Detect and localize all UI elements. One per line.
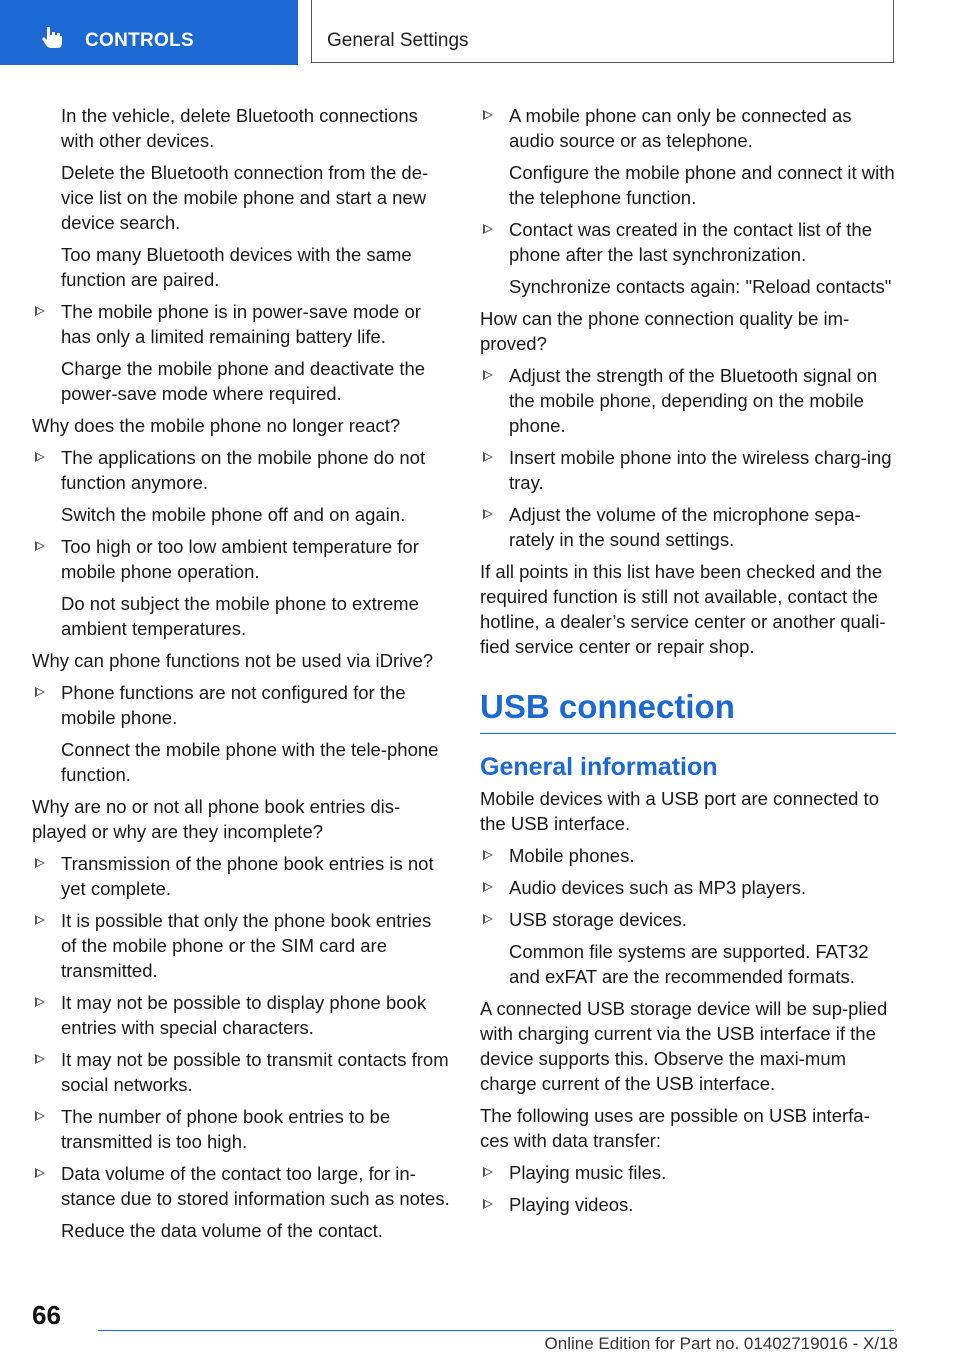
- bullet-triangle-icon: [483, 370, 493, 380]
- list-item-text: It is possible that only the phone book entries of the mobile phone or the SIM card are transmitted.: [61, 910, 432, 981]
- list-item-text: Too high or too low ambient temperature for mobile phone operation.: [61, 536, 419, 582]
- indented-paragraph: Common file systems are supported. FAT32 and exFAT are the recommended formats.: [509, 941, 869, 987]
- bullet-triangle-icon: [35, 1111, 45, 1121]
- list-item: [480, 103, 896, 153]
- indented-paragraph: Too many Bluetooth devices with the same function are paired.: [61, 244, 412, 290]
- hand-touch-icon: [40, 24, 66, 50]
- paragraph: A connected USB storage device will be sup‐plied with charging current via the USB interface if the device supports this. Observe the maxi‐mum charge current of the USB interface.: [480, 998, 888, 1094]
- list-item-text: Phone functions are not configured for the mobile phone.: [61, 682, 406, 728]
- list-item: [32, 851, 450, 901]
- list-item: [32, 1047, 450, 1097]
- list-item: [480, 907, 896, 932]
- list-item: [480, 363, 896, 438]
- bullet-triangle-icon: [483, 850, 493, 860]
- list-item-text: USB storage devices.: [509, 909, 687, 930]
- list-item: [32, 534, 450, 584]
- bullet-triangle-icon: [483, 110, 493, 120]
- list-item: [480, 445, 896, 495]
- list-item-text: The number of phone book entries to be transmitted is too high.: [61, 1106, 391, 1152]
- bullet-triangle-icon: [483, 914, 493, 924]
- bullet-triangle-icon: [483, 1167, 493, 1177]
- right-column-top: [480, 103, 896, 659]
- list-item: [32, 299, 450, 349]
- bullet-triangle-icon: [35, 997, 45, 1007]
- bullet-triangle-icon: [483, 1199, 493, 1209]
- list-item: [480, 1192, 896, 1217]
- list-item-text: It may not be possible to display phone book entries with special characters.: [61, 992, 427, 1038]
- list-item-text: Contact was created in the contact list of the phone after the last synchronization.: [509, 219, 872, 265]
- list-item-text: Insert mobile phone into the wireless charg‐ing tray.: [509, 447, 892, 493]
- indented-paragraph: Switch the mobile phone off and on again.: [61, 504, 406, 525]
- list-item-text: Adjust the volume of the microphone sepa‐rately in the sound settings.: [509, 504, 861, 550]
- section-tab[interactable]: [0, 0, 298, 65]
- list-item-text: Data volume of the contact too large, for in‐stance due to stored information such as notes.: [61, 1163, 450, 1209]
- list-item-text: The mobile phone is in power-save mode or has only a limited remaining battery life.: [61, 301, 421, 347]
- chapter-title: General Settings: [327, 30, 469, 51]
- list-item-text: It may not be possible to transmit contacts from social networks.: [61, 1049, 449, 1095]
- usb-connection-heading: USB connection: [480, 687, 896, 734]
- bullet-triangle-icon: [35, 858, 45, 868]
- bullet-triangle-icon: [35, 915, 45, 925]
- list-item-text: Mobile phones.: [509, 845, 635, 866]
- general-information-heading: General information: [480, 753, 718, 781]
- indented-paragraph: Configure the mobile phone and connect it with the telephone function.: [509, 162, 895, 208]
- list-item-text: Playing music files.: [509, 1162, 667, 1183]
- bullet-triangle-icon: [483, 882, 493, 892]
- list-item-text: Adjust the strength of the Bluetooth signal on the mobile phone, depending on the mobile phone.: [509, 365, 878, 436]
- indented-paragraph: Charge the mobile phone and deactivate the power-save mode where required.: [61, 358, 426, 404]
- bullet-triangle-icon: [483, 509, 493, 519]
- list-item-text: Playing videos.: [509, 1194, 634, 1215]
- chapter-header: [311, 0, 894, 63]
- paragraph: If all points in this list have been checked and the required function is still not available, contact the hotline, a dealer’s service center or another quali‐fied service center or repair shop.: [480, 561, 886, 657]
- indented-paragraph: Synchronize contacts again: "Reload contacts": [509, 276, 892, 297]
- footer-edition: Online Edition for Part no. 01402719016 - X/18: [544, 1334, 898, 1353]
- indented-paragraph: Do not subject the mobile phone to extreme ambient temperatures.: [61, 593, 419, 639]
- bullet-triangle-icon: [35, 452, 45, 462]
- page-number: 66: [32, 1300, 61, 1330]
- indented-paragraph: Reduce the data volume of the contact.: [61, 1220, 383, 1241]
- list-item: [480, 217, 896, 267]
- paragraph: The following uses are possible on USB interfa‐ces with data transfer:: [480, 1105, 870, 1151]
- indented-paragraph: Delete the Bluetooth connection from the de‐vice list on the mobile phone and start a new device search.: [61, 162, 429, 233]
- list-item: [32, 680, 450, 730]
- list-item-text: The applications on the mobile phone do not function anymore.: [61, 447, 426, 493]
- list-item-text: Transmission of the phone book entries is not yet complete.: [61, 853, 434, 899]
- list-item: [32, 445, 450, 495]
- bullet-triangle-icon: [35, 306, 45, 316]
- list-item: [32, 1161, 450, 1211]
- bullet-triangle-icon: [483, 452, 493, 462]
- left-column: [32, 103, 450, 1250]
- bullet-triangle-icon: [35, 1054, 45, 1064]
- right-column-bottom: [480, 786, 896, 1217]
- paragraph: Why does the mobile phone no longer react?: [32, 415, 401, 436]
- bullet-triangle-icon: [35, 541, 45, 551]
- indented-paragraph: Connect the mobile phone with the tele‐phone function.: [61, 739, 439, 785]
- bullet-triangle-icon: [35, 687, 45, 697]
- footer-divider: [98, 1330, 894, 1331]
- paragraph: Mobile devices with a USB port are connected to the USB interface.: [480, 788, 879, 834]
- bullet-triangle-icon: [483, 224, 493, 234]
- indented-paragraph: In the vehicle, delete Bluetooth connections with other devices.: [61, 105, 418, 151]
- paragraph: Why are no or not all phone book entries dis‐played or why are they incomplete?: [32, 796, 401, 842]
- list-item: [480, 1160, 896, 1185]
- list-item: [480, 875, 896, 900]
- list-item: [480, 843, 896, 868]
- list-item: [32, 908, 450, 983]
- list-item-text: Audio devices such as MP3 players.: [509, 877, 807, 898]
- paragraph: Why can phone functions not be used via iDrive?: [32, 650, 434, 671]
- paragraph: How can the phone connection quality be im‐proved?: [480, 308, 850, 354]
- bullet-triangle-icon: [35, 1168, 45, 1178]
- list-item: [32, 1104, 450, 1154]
- list-item: [480, 502, 896, 552]
- section-label: CONTROLS: [85, 30, 195, 51]
- list-item-text: A mobile phone can only be connected as audio source or as telephone.: [509, 105, 852, 151]
- right-column: [480, 103, 896, 1224]
- list-item: [32, 990, 450, 1040]
